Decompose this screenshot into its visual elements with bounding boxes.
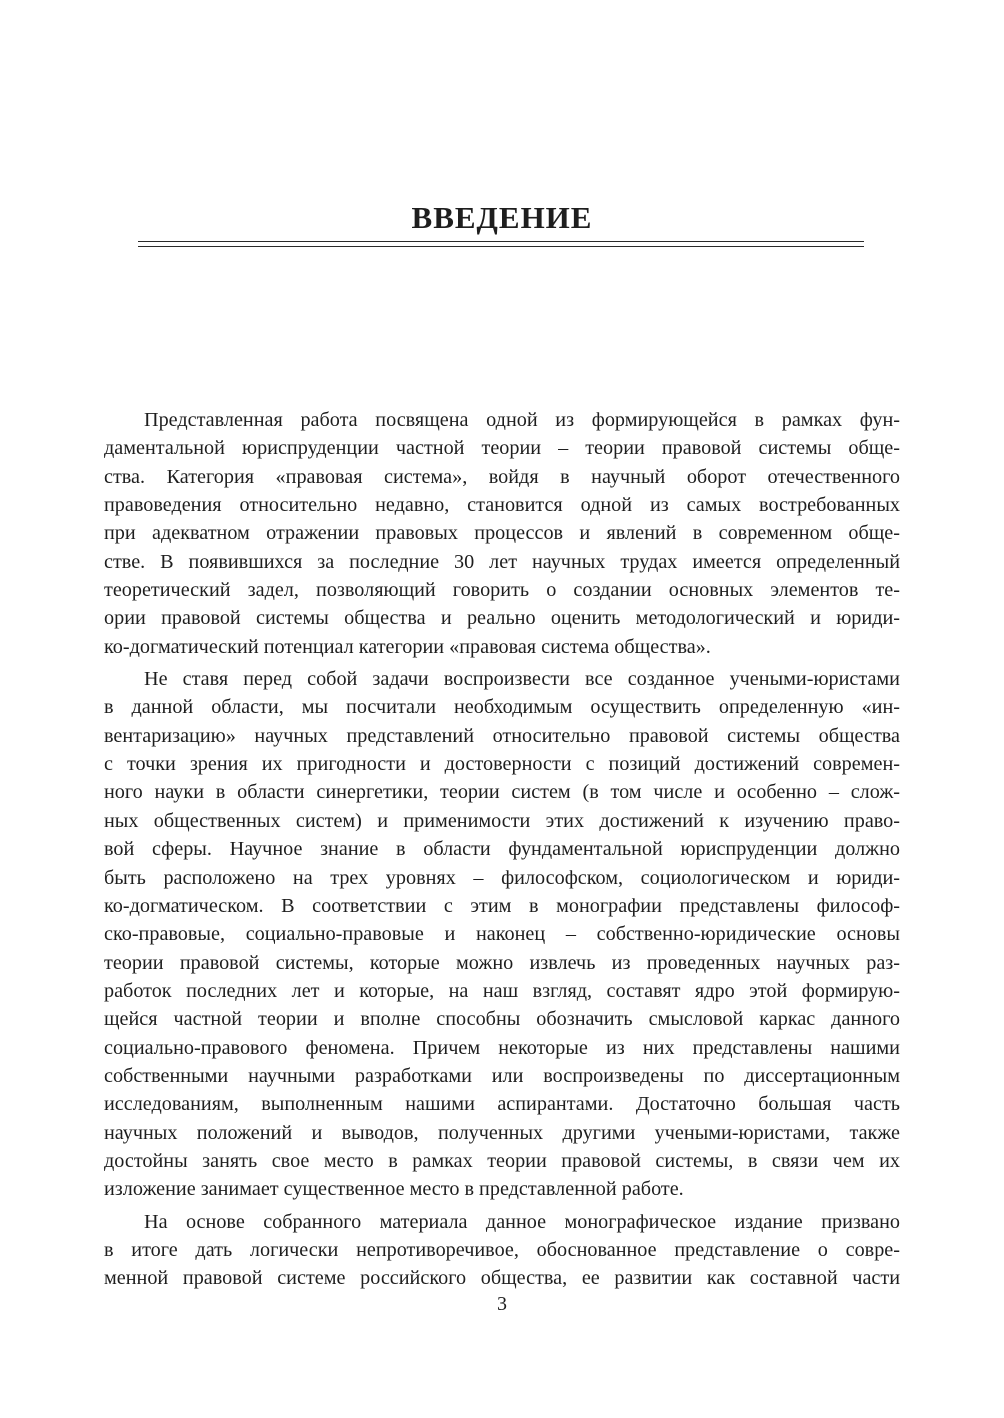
text-line: изложение занимает существенное место в представленной работе. — [104, 1178, 684, 1201]
body-text — [104, 406, 900, 1297]
text-line: ко-догматический потенциал категории «правовая система общества». — [104, 635, 711, 658]
text-line: Не ставя перед собой задачи воспроизвести все созданное учеными-юристами — [144, 668, 900, 691]
title-double-rule-top — [138, 241, 864, 242]
text-line: быть расположено на трех уровнях – философском, социологическом и юриди- — [104, 866, 900, 889]
text-line: Представленная работа посвящена одной из формирующейся в рамках фун- — [144, 409, 900, 431]
text-line: щейся частной теории и вполне способны обозначить смысловой каркас данного — [104, 1008, 900, 1031]
text-line: с точки зрения их пригодности и достоверности с позиций достижений современ- — [104, 753, 900, 776]
text-line: при адекватном отражении правовых процессов и явлений в современном обще- — [104, 522, 900, 545]
title-double-rule-bottom — [138, 246, 864, 247]
text-line: стве. В появившихся за последние 30 лет научных трудах имеется определенный — [104, 550, 900, 573]
text-line: достойны занять свое место в рамках теории правовой системы, в связи чем их — [104, 1149, 900, 1172]
text-line: в итоге дать логически непротиворечивое, обоснованное представление о совре- — [104, 1238, 900, 1261]
text-line: собственными научными разработками или воспроизведены по диссертационным — [104, 1064, 900, 1087]
text-line: теории правовой системы, которые можно извлечь из проведенных научных раз- — [104, 951, 900, 974]
chapter-title: ВВЕДЕНИЕ — [411, 200, 593, 235]
text-line: социально-правового феномена. Причем некоторые из них представлены нашими — [104, 1036, 900, 1059]
text-line: ко-догматическом. В соответствии с этим в монографии представлены философ- — [104, 894, 900, 917]
text-line: исследованиям, выполненным нашими аспирантами. Достаточно большая часть — [104, 1093, 900, 1116]
page-number: 3 — [497, 1293, 507, 1315]
text-line: даментальной юриспруденции частной теории – теории правовой системы обще- — [104, 437, 900, 460]
text-line: ного науки в области синергетики, теории систем (в том числе и особенно – слож- — [104, 781, 900, 804]
text-line: научных положений и выводов, полученных другими учеными-юристами, также — [104, 1121, 900, 1144]
text-line: вой сферы. Научное знание в области фундаментальной юриспруденции должно — [104, 838, 900, 861]
text-line: ории правовой системы общества и реально оценить методологический и юриди- — [104, 607, 900, 630]
text-line: правоведения относительно недавно, становится одной из самых востребованных — [104, 494, 900, 517]
paragraph-1 — [104, 406, 900, 661]
text-line: ства. Категория «правовая система», войдя в научный оборот отечественного — [104, 465, 900, 488]
paragraph-3 — [104, 1208, 900, 1293]
text-line: вентаризацию» научных представлений относительно правовой системы общества — [104, 724, 900, 747]
paragraph-2 — [104, 665, 900, 1204]
text-line: менной правовой системе российского общества, ее развитии как составной части — [104, 1267, 900, 1290]
text-line: теоретический задел, позволяющий говорить о создании основных элементов те- — [104, 579, 900, 602]
text-line: работок последних лет и которые, на наш взгляд, составят ядро этой формирую- — [104, 979, 900, 1002]
text-line: ных общественных систем) и применимости этих достижений к изучению право- — [104, 809, 900, 832]
text-line: в данной области, мы посчитали необходимым осуществить определенную «ин- — [104, 696, 900, 719]
text-line: На основе собранного материала данное монографическое издание призвано — [144, 1210, 900, 1233]
text-line: ско-правовые, социально-правовые и наконец – собственно-юридические основы — [104, 923, 900, 946]
